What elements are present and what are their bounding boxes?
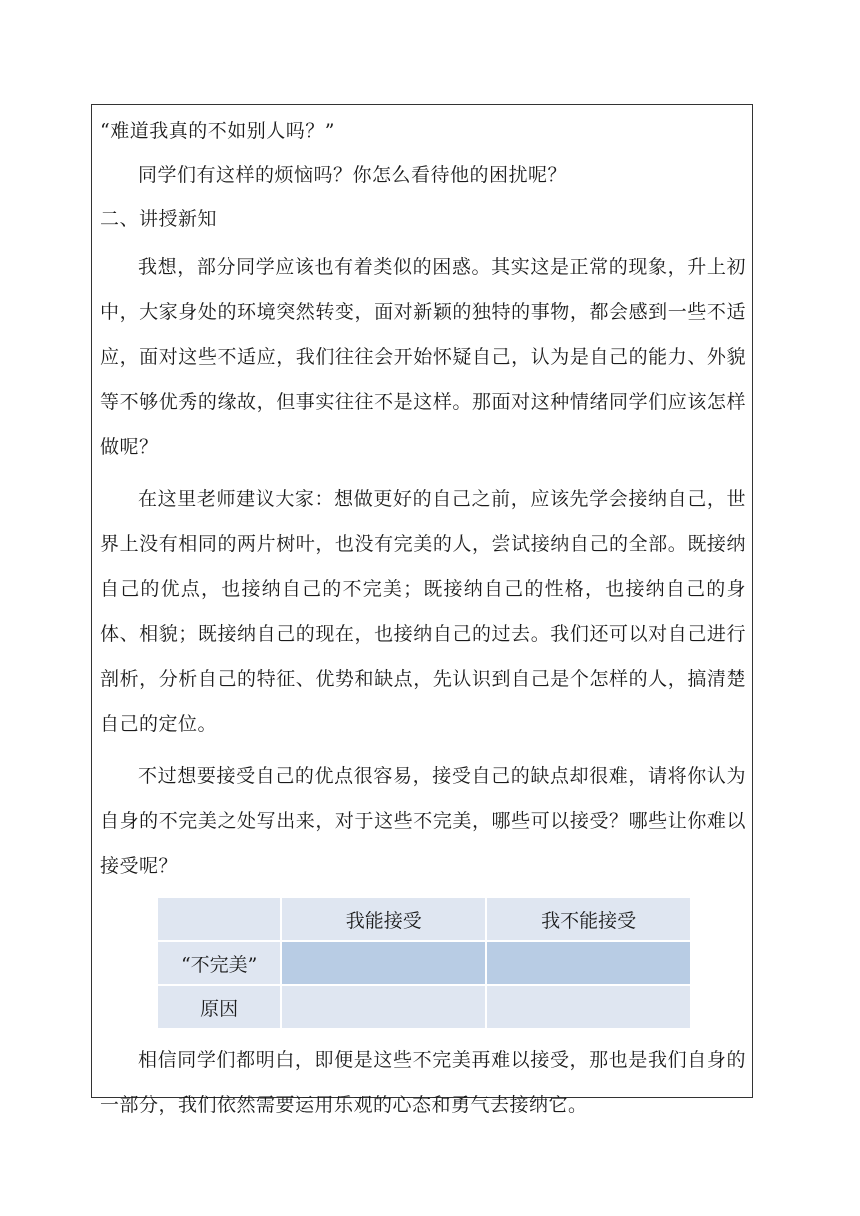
imperfection-accept-cell[interactable]	[281, 941, 486, 985]
body-paragraph-1: 我想，部分同学应该也有着类似的困惑。其实这是正常的现象，升上初中，大家身处的环境突然转变，面对新颖的独特的事物，都会感到一些不适应，面对这些不适应，我们往往会开始怀疑自己，认为是自己的能力、外貌等不够优秀的缘故，但事实往往不是这样。那面对这种情绪同学们应该怎样做呢？	[100, 256, 746, 458]
table-header-empty	[157, 897, 281, 941]
table-row	[157, 941, 691, 985]
row-label-reason: 原因	[157, 985, 281, 1029]
body-paragraph-2: 在这里老师建议大家：想做更好的自己之前，应该先学会接纳自己，世界上没有相同的两片树叶，也没有完美的人，尝试接纳自己的全部。既接纳自己的优点，也接纳自己的不完美；既接纳自己的性格，也接纳自己的身体、相貌；既接纳自己的现在，也接纳自己的过去。我们还可以对自己进行剖析，分析自己的特征、优势和缺点，先认识到自己是个怎样的人，搞清楚自己的定位。	[100, 488, 746, 735]
table-header-accept: 我能接受	[281, 897, 486, 941]
reason-not-accept-cell[interactable]	[486, 985, 691, 1029]
row-label-imperfection: “不完美”	[157, 941, 281, 985]
body-paragraph-3: 不过想要接受自己的优点很容易，接受自己的缺点却很难，请将你认为自身的不完美之处写出来，对于这些不完美，哪些可以接受？哪些让你难以接受呢？	[100, 765, 746, 877]
table-header-not-accept: 我不能接受	[486, 897, 691, 941]
table-row	[157, 985, 691, 1029]
acceptance-table-wrapper	[156, 896, 746, 1030]
table-header-row	[157, 897, 691, 941]
lesson-text-box	[91, 104, 753, 1116]
question-paragraph: 同学们有这样的烦恼吗？你怎么看待他的困扰呢？	[138, 164, 568, 186]
imperfection-not-accept-cell[interactable]	[486, 941, 691, 985]
quote-line: “难道我真的不如别人吗？”	[100, 120, 335, 142]
lesson-content	[100, 113, 746, 1135]
acceptance-table	[156, 896, 692, 1030]
reason-accept-cell[interactable]	[281, 985, 486, 1029]
conclusion-paragraph: 相信同学们都明白，即便是这些不完美再难以接受，那也是我们自身的一部分，我们依然需要运用乐观的心态和勇气去接纳它。	[100, 1049, 746, 1116]
section-heading: 二、讲授新知	[100, 208, 218, 230]
